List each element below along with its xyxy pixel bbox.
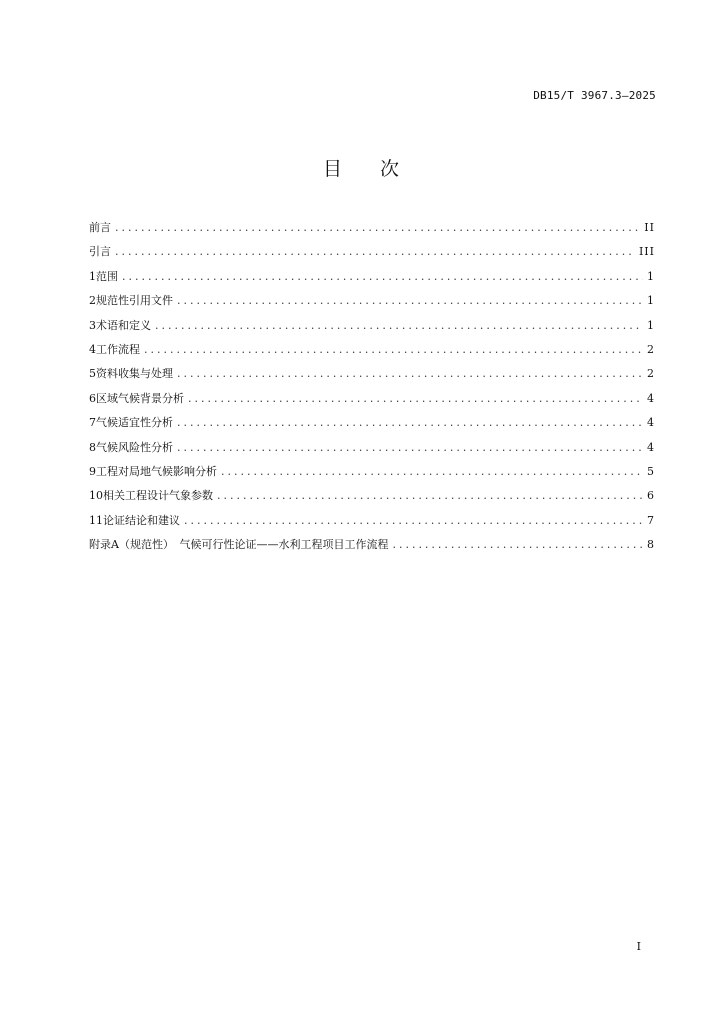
toc-entry-page: 8 [647,538,655,552]
toc-entry-text: 规范性引用文件 [96,294,173,308]
toc-entry-page: 1 [647,318,655,332]
toc-entry-number: 1 [89,269,96,283]
toc-entry-number: 9 [89,464,96,478]
toc-entry-text: 术语和定义 [96,318,151,332]
table-of-contents [89,216,655,557]
toc-entry-5[interactable] [89,362,655,386]
toc-leader-dots [122,265,643,289]
toc-entry-text: 前言 [89,221,111,234]
toc-entry-text: 气候适宜性分析 [96,416,173,430]
toc-leader-dots [144,338,643,362]
toc-leader-dots [115,240,635,264]
toc-leader-dots [221,460,643,484]
toc-entry-4[interactable] [89,338,655,362]
toc-leader-dots [177,362,643,386]
toc-entry-3[interactable] [89,314,655,338]
toc-entry-page: 1 [647,294,655,308]
toc-entry-number: 2 [89,294,96,308]
toc-leader-dots [177,289,643,313]
toc-leader-dots [115,216,640,240]
toc-leader-dots [217,484,643,508]
toc-entry-page: 4 [647,440,655,454]
page-number: I [636,940,641,953]
toc-entry-text: 工作流程 [96,342,140,356]
toc-entry-number: 7 [89,416,96,430]
page-title-part2: 次 [380,158,402,180]
toc-entry-7[interactable] [89,411,655,435]
toc-entry-foreword[interactable] [89,216,655,240]
toc-entry-page: 5 [647,464,655,478]
toc-leader-dots [184,509,643,533]
toc-entry-2[interactable] [89,289,655,313]
toc-entry-number: 4 [89,342,96,356]
toc-leader-dots [177,411,643,435]
toc-entry-11[interactable] [89,509,655,533]
toc-leader-dots [188,387,643,411]
toc-leader-dots [155,314,643,338]
toc-entry-number: 3 [89,318,96,332]
toc-entry-text: 相关工程设计气象参数 [103,489,213,503]
toc-leader-dots [177,436,643,460]
toc-entry-text: 引言 [89,245,111,259]
toc-entry-introduction[interactable] [89,240,655,264]
page-title-part1: 目 [322,158,344,180]
toc-entry-text: 资料收集与处理 [96,367,173,381]
toc-entry-page: 4 [647,416,655,430]
toc-entry-page: 7 [647,513,655,527]
toc-entry-appendix-a[interactable] [89,533,655,557]
toc-entry-text: 附录A（规范性） 气候可行性论证——水利工程项目工作流程 [89,538,389,552]
toc-entry-page: II [644,221,655,234]
toc-entry-8[interactable] [89,436,655,460]
toc-entry-number: 8 [89,440,96,454]
document-code: DB15/T 3967.3—2025 [533,89,656,102]
toc-entry-text: 区域气候背景分析 [96,391,184,405]
toc-entry-number: 11 [89,513,103,527]
toc-entry-page: 4 [647,391,655,405]
toc-entry-number: 5 [89,367,96,381]
toc-entry-page: III [638,245,655,259]
toc-leader-dots [392,533,643,557]
toc-entry-page: 2 [647,342,655,356]
toc-entry-page: 1 [647,269,655,283]
toc-entry-text: 气候风险性分析 [96,440,173,454]
toc-entry-text: 工程对局地气候影响分析 [96,464,217,478]
toc-entry-number: 6 [89,391,96,405]
toc-entry-text: 论证结论和建议 [103,513,180,527]
toc-entry-page: 2 [647,367,655,381]
toc-entry-number: 10 [89,489,103,503]
toc-entry-10[interactable] [89,484,655,508]
toc-entry-9[interactable] [89,460,655,484]
page-title [0,154,724,181]
toc-entry-text: 范围 [96,269,118,283]
toc-entry-1[interactable] [89,265,655,289]
toc-entry-page: 6 [647,489,655,503]
toc-entry-6[interactable] [89,387,655,411]
